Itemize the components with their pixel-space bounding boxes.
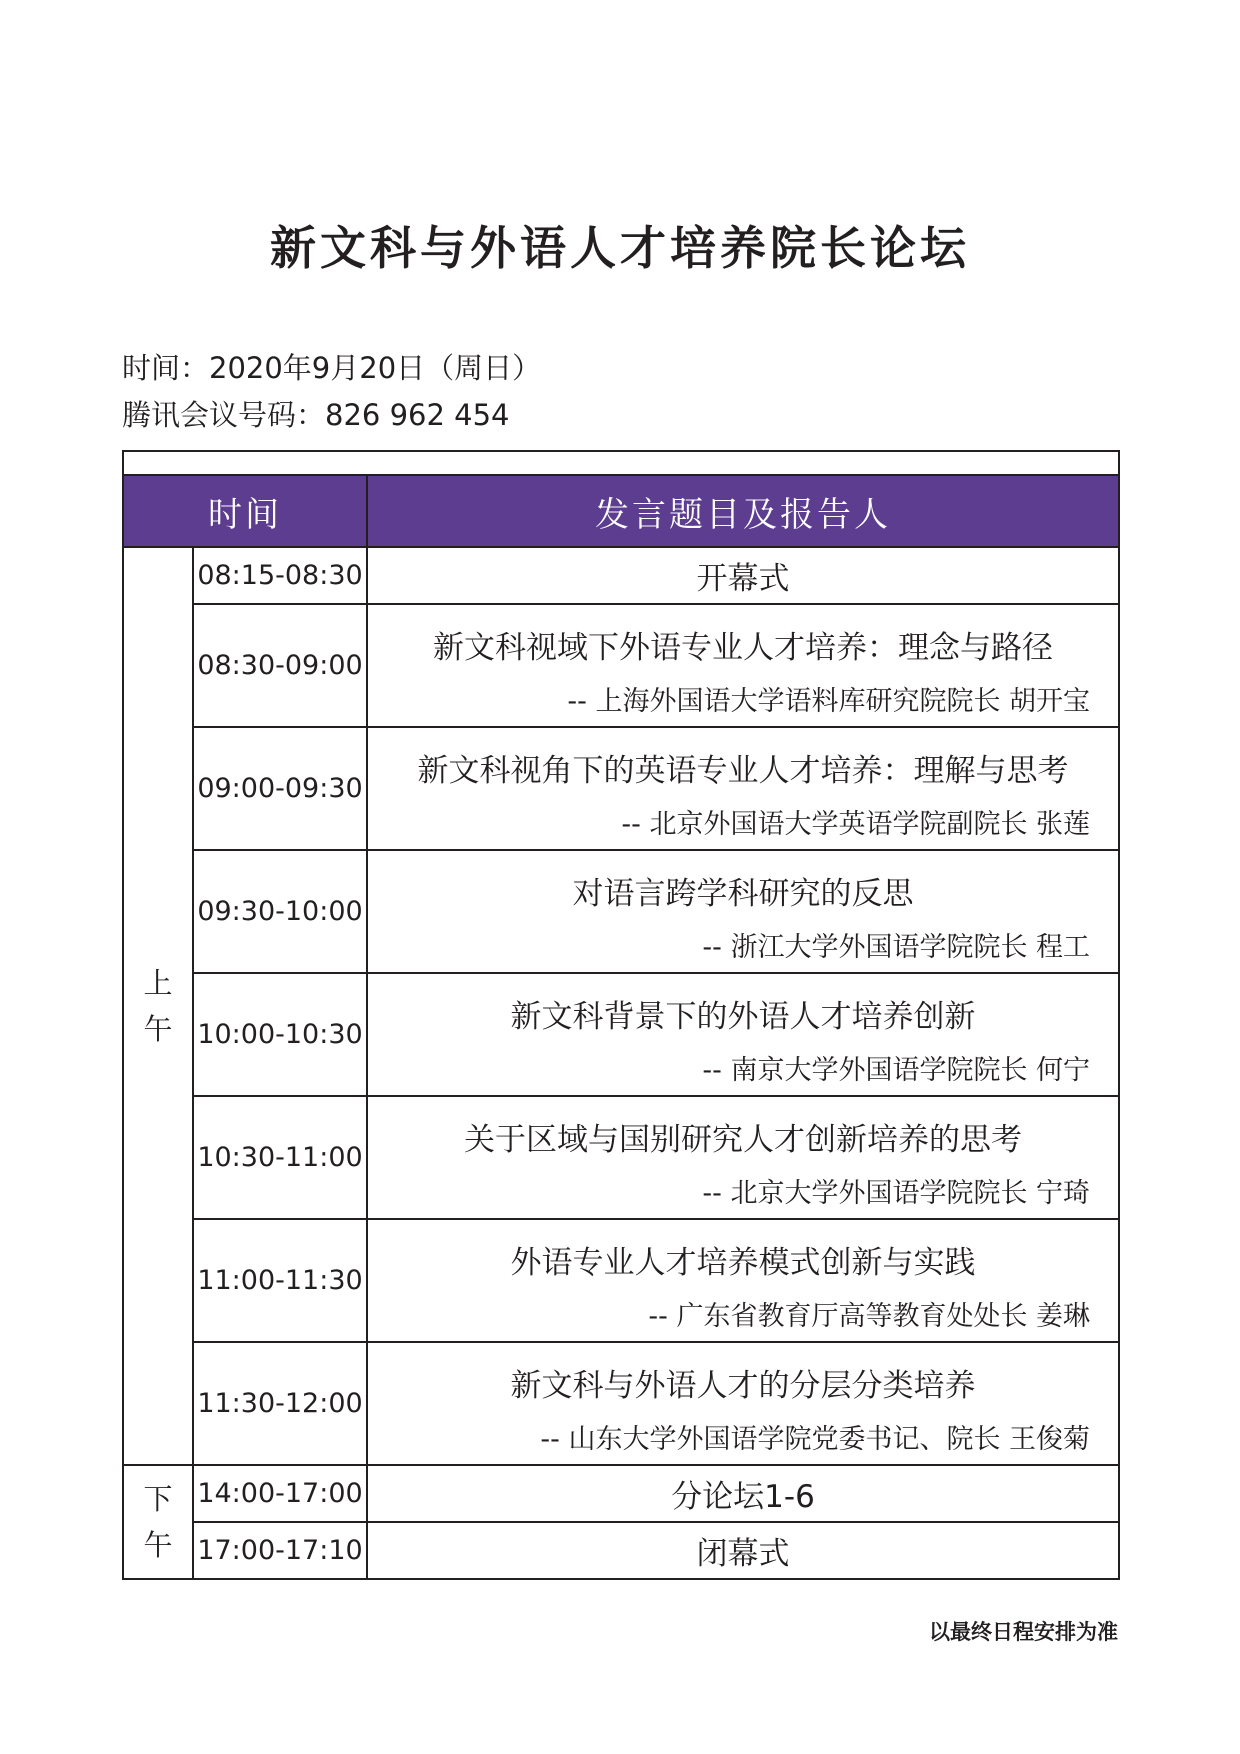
session-topic: 开幕式: [367, 547, 1119, 604]
session-time: 09:00-09:30: [193, 727, 367, 850]
session-topic: 分论坛1-6: [367, 1465, 1119, 1522]
schedule-table: [122, 450, 1120, 1580]
session-time: 11:30-12:00: [193, 1342, 367, 1465]
session-speaker: -- 山东大学外国语学院党委书记、院长 王俊菊: [540, 1423, 1091, 1455]
session-cell: [367, 604, 1119, 727]
table-row: [123, 850, 1119, 973]
meeting-number: 腾讯会议号码：826 962 454: [122, 398, 510, 432]
session-topic: 新文科视角下的英语专业人才培养：理解与思考: [417, 752, 1069, 789]
session-time: 10:30-11:00: [193, 1096, 367, 1219]
table-row: [123, 1096, 1119, 1219]
session-time: 08:30-09:00: [193, 604, 367, 727]
table-row: [123, 604, 1119, 727]
session-speaker: -- 北京外国语大学英语学院副院长 张莲: [621, 808, 1091, 840]
session-cell: [367, 1219, 1119, 1342]
morning-label: 上 午: [123, 547, 193, 1465]
afternoon-label: 下 午: [123, 1465, 193, 1579]
session-cell: [367, 727, 1119, 850]
session-time: 17:00-17:10: [193, 1522, 367, 1579]
session-time: 11:00-11:30: [193, 1219, 367, 1342]
header-time: 时间: [123, 475, 367, 547]
session-topic: 新文科与外语人才的分层分类培养: [510, 1367, 976, 1404]
session-speaker: -- 广东省教育厅高等教育处处长 姜琳: [648, 1300, 1091, 1332]
footnote: 以最终日程安排为准: [929, 1620, 1118, 1644]
table-row: [123, 1465, 1119, 1522]
session-topic: 新文科视域下外语专业人才培养：理念与路径: [433, 629, 1054, 666]
session-time: 10:00-10:30: [193, 973, 367, 1096]
table-row: [123, 727, 1119, 850]
session-time: 08:15-08:30: [193, 547, 367, 604]
event-time: 时间：2020年9月20日（周日）: [122, 351, 542, 385]
table-row: [123, 547, 1119, 604]
session-cell: [367, 973, 1119, 1096]
session-speaker: -- 北京大学外国语学院院长 宁琦: [702, 1177, 1091, 1209]
session-time: 14:00-17:00: [193, 1465, 367, 1522]
session-speaker: -- 上海外国语大学语料库研究院院长 胡开宝: [567, 685, 1091, 717]
session-time: 09:30-10:00: [193, 850, 367, 973]
session-topic: 闭幕式: [367, 1522, 1119, 1579]
session-topic: 新文科背景下的外语人才培养创新: [510, 998, 976, 1035]
session-cell: [367, 1342, 1119, 1465]
session-speaker: -- 浙江大学外国语学院院长 程工: [702, 931, 1091, 963]
table-row: [123, 1219, 1119, 1342]
table-row: [123, 973, 1119, 1096]
session-topic: 关于区域与国别研究人才创新培养的思考: [464, 1121, 1023, 1158]
table-top-spacer: [123, 451, 1119, 475]
header-topic-speaker: 发言题目及报告人: [367, 475, 1119, 547]
table-row: [123, 1342, 1119, 1465]
session-topic: 对语言跨学科研究的反思: [572, 875, 914, 912]
table-header-row: [123, 475, 1119, 547]
session-speaker: -- 南京大学外国语学院院长 何宁: [702, 1054, 1091, 1086]
page-title: 新文科与外语人才培养院长论坛: [270, 221, 970, 275]
session-topic: 外语专业人才培养模式创新与实践: [510, 1244, 976, 1281]
session-cell: [367, 850, 1119, 973]
session-cell: [367, 1096, 1119, 1219]
table-row: [123, 1522, 1119, 1579]
